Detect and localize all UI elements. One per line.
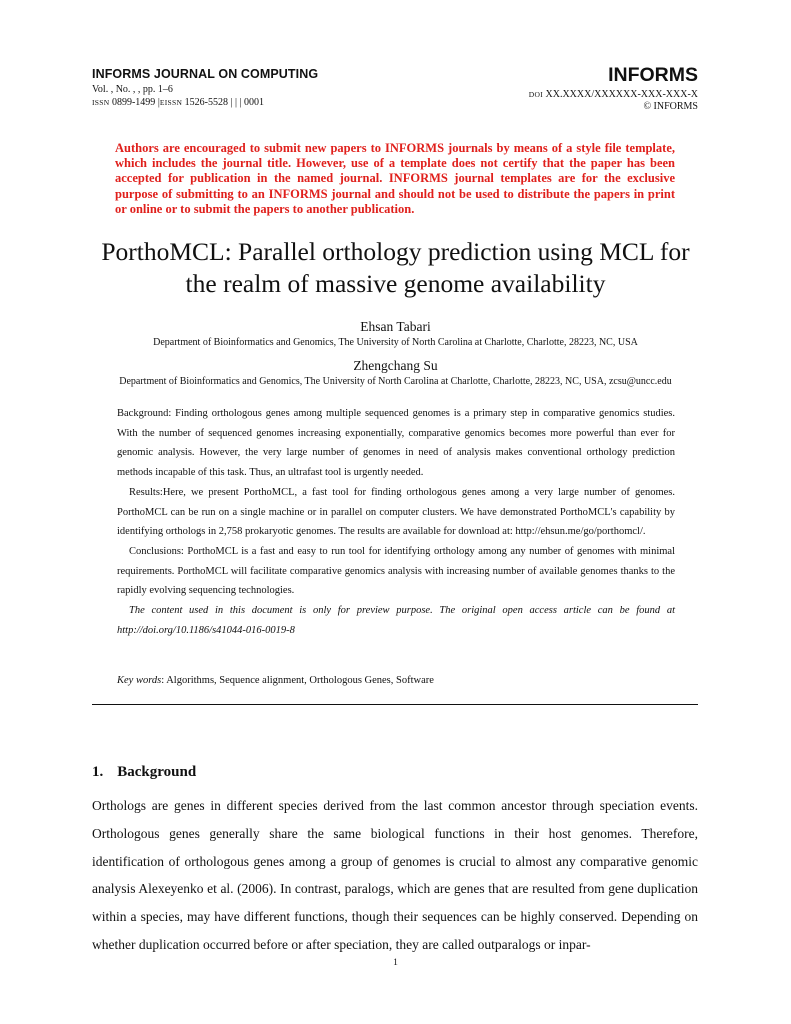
doi-label: DOI (528, 90, 544, 99)
abstract-results: Results:Here, we present PorthoMCL, a fast tool for finding orthologous genes among a very large number of genomes. PorthoMCL can be run on a single machine or in parallel on computer clusters. We have demonstrated PorthoMCL's capability by identifying orthologs in 2,758 prokaryotic genomes. The results are available for download at: http://ehsun.me/go/porthomcl/. (117, 486, 675, 538)
author-name-2: Zhengchang Su (353, 358, 438, 373)
abstract-divider (92, 704, 698, 705)
doi-value: XX.XXXX/XXXXXX-XXX-XXX-X (545, 89, 698, 100)
author-affiliation-2: Department of Bioinformatics and Genomics, The University of North Carolina at Charlotte, Charlotte, 28223, NC, USA, zcsu@uncc.edu (119, 376, 672, 387)
volume-line: Vol. , No. , , pp. 1–6 (92, 84, 173, 95)
paper-title-line-1: PorthoMCL: Parallel orthology prediction using MCL for (101, 237, 690, 266)
issn-value: 0899-1499 (111, 97, 156, 108)
template-notice: Authors are encouraged to submit new papers to INFORMS journals by means of a style file template, which includes the journal title. However, use of a template does not certify that the paper has been accepted for publication in the named journal. INFORMS journal templates are for the exclusive purpose of submitting to an INFORMS journal and should not be used to distribute the papers in print or online or to submit the papers to another publication. (115, 141, 675, 216)
author-name-1: Ehsan Tabari (360, 319, 431, 334)
section-number: 1. (92, 764, 104, 780)
keywords-separator: : (161, 675, 165, 686)
publisher-name: INFORMS (608, 64, 698, 86)
issn-line (92, 97, 264, 108)
issn-label: ISSN (92, 98, 110, 107)
section-body-text: Orthologs are genes in different species derived from the last common ancestor through speciation events. Orthologous genes generally share the same biological functions in their host genomes. Therefore, identification of orthologous genes among a group of genomes is crucial to almost any comparative genomic analysis Alexeyenko et al. (2006). In contrast, paralogs, which are genes that are resulted from gene duplication within a species, may have different functions, though their sequences can be highly conserved. Depending on whether duplication occurred before or after speciation, they are called outparalogs or inpar- (92, 798, 698, 952)
doi-line (529, 89, 698, 100)
eissn-value: 1526-5528 | | | 0001 (184, 97, 265, 108)
keywords-label: Key words (117, 675, 162, 686)
abstract-preview-note: The content used in this document is only for preview purpose. The original open access article can be found at http://doi.org/10.1186/s41044-016-0019-8 (117, 605, 675, 636)
abstract-background: Background: Finding orthologous genes among multiple sequenced genomes is a primary step in comparative genomics studies. With the number of sequenced genomes increasing exponentially, comparative genomics becomes more powerful than ever for genomic analysis. However, the very large number of genomes in need of analysis makes conventional orthology prediction methods incapable of this task. Thus, an ultrafast tool is urgently needed. (117, 408, 675, 479)
page-number: 1 (393, 958, 398, 968)
paper-title-line-2: the realm of massive genome availability (185, 269, 606, 298)
section-heading (92, 764, 196, 781)
author-affiliation-1: Department of Bioinformatics and Genomics, The University of North Carolina at Charlotte, Charlotte, 28223, NC, USA (153, 337, 638, 348)
keywords (117, 675, 675, 686)
abstract (117, 404, 675, 640)
issn-separator: | (157, 97, 160, 108)
paper-title (60, 236, 731, 300)
keywords-value: Algorithms, Sequence alignment, Orthologous Genes, Software (166, 675, 434, 686)
abstract-conclusions: Conclusions: PorthoMCL is a fast and easy to run tool for identifying orthology among any number of genomes with minimal requirements. PorthoMCL will facilitate comparative genomics analysis with increasing number of available genomes thanks to the rapidly evolving sequencing technologies. (117, 545, 675, 597)
section-title: Background (117, 764, 197, 780)
copyright-line: © INFORMS (643, 101, 698, 112)
journal-name: INFORMS JOURNAL ON COMPUTING (92, 67, 319, 81)
eissn-label: EISSN (159, 98, 183, 107)
